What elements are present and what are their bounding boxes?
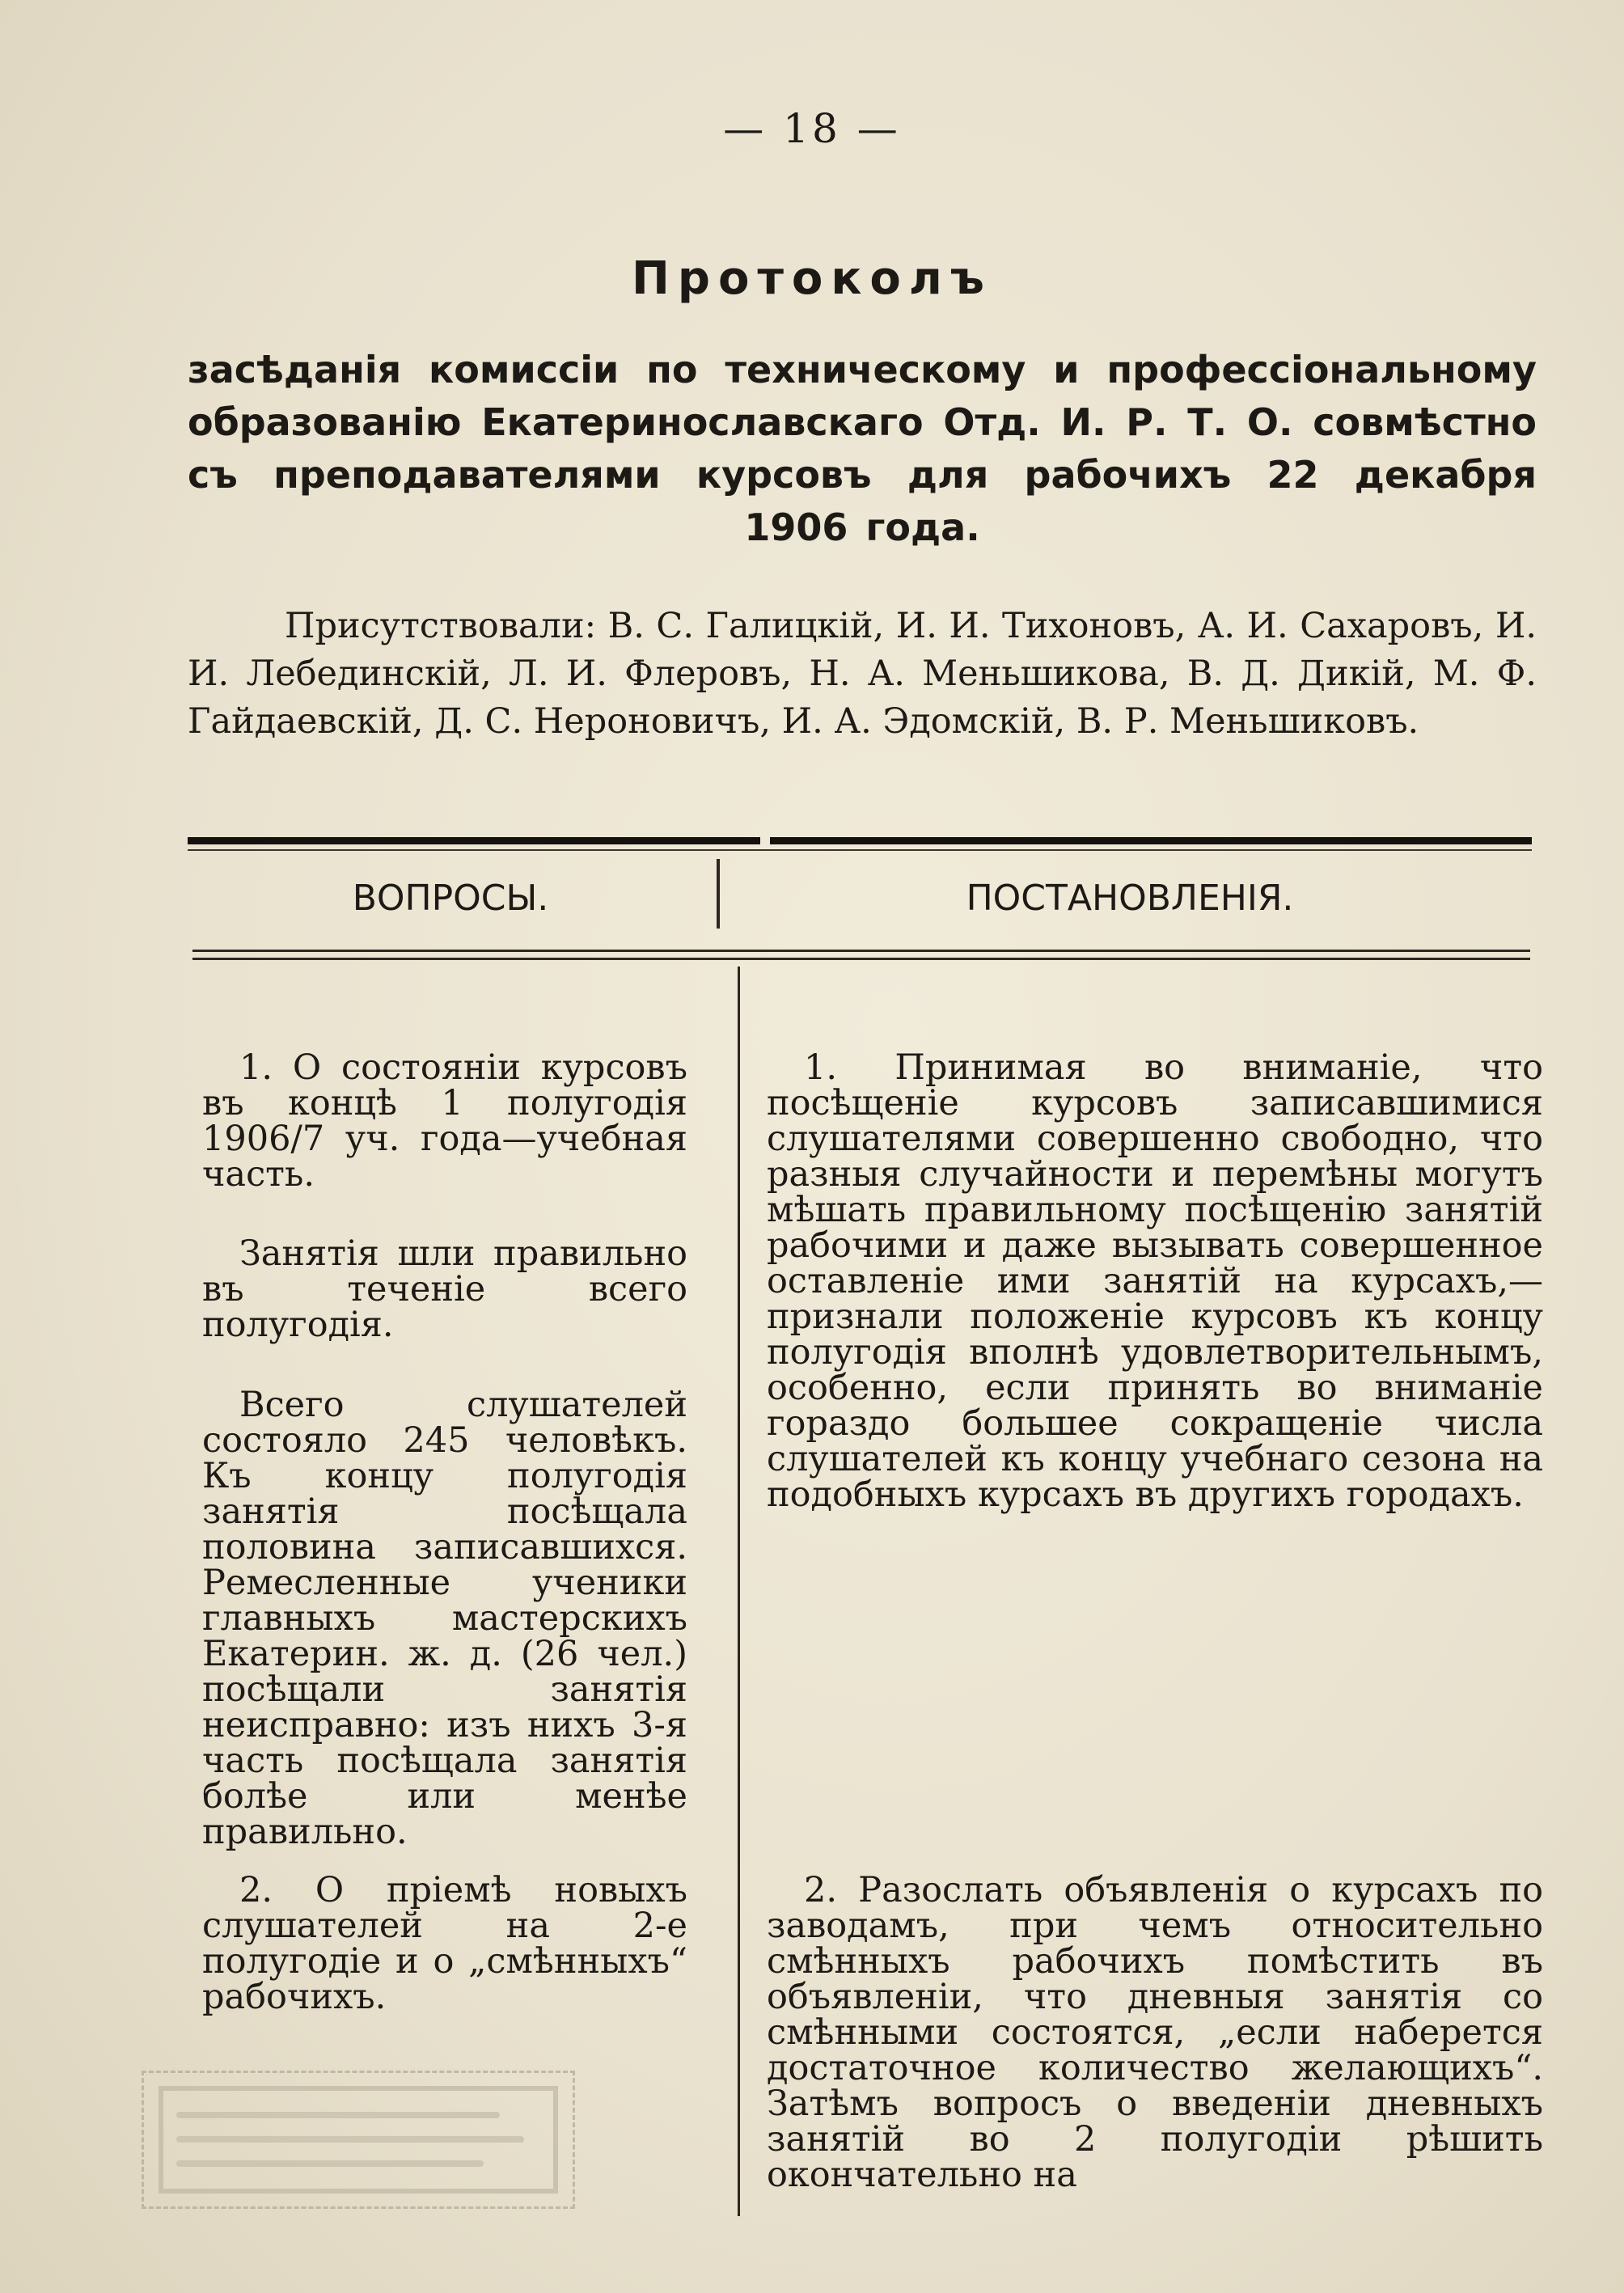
document-subtitle: засѣданія комиссіи по техническому и профессіональному образованію Екатеринославскаго Отд. И. Р. Т. О. совмѣстно съ преподавателями курсовъ для рабочихъ 22 декабря 1906 года. [188,348,1537,549]
library-stamp [142,2071,575,2209]
question-1-note: Занятія шли правильно въ теченіе всего полугодія. [202,1233,687,1345]
resolution-2: 2. Разослать объявленія о курсахъ по заводамъ, при чемъ относительно смѣнныхъ рабочихъ помѣстить въ объявленіи, что дневныя занятія со смѣнными состоятся, „если наберется достаточное количество желающихъ“. Затѣмъ вопросъ о введеніи дневныхъ занятій во 2 полугодіи рѣшить окончательно на [767,1870,1543,2195]
table-top-rule-left [188,837,760,844]
column-header-resolutions: ПОСТАНОВЛЕНІЯ. [966,878,1294,919]
body-column-divider [738,967,740,2216]
table-top-rule-right [770,837,1532,844]
page-number: — 18 — [723,105,901,152]
table-header-rule-second [192,958,1530,960]
table-top-thin-rule [188,849,1532,851]
document-title: Протоколъ [632,252,992,305]
question-1: 1. О состояніи курсовъ въ концѣ 1 полугодія 1906/7 уч. года—учебная часть. [202,1047,687,1195]
header-column-divider [717,859,720,929]
attendees-paragraph: Присутствовали: В. С. Галицкій, И. И. Тихоновъ, А. И. Сахаровъ, И. И. Лебединскій, Л. И. Флеровъ, Н. А. Меньшикова, В. Д. Дикій, М. Ф. Гайдаевскій, Д. С. Нероновичъ, И. А. Эдомскій, В. Р. Меньшиковъ. [188,606,1537,742]
resolution-1: 1. Принимая во вниманіе, что посѣщеніе курсовъ записавшимися слушателями совершенно свободно, что разныя случайности и перемѣны могутъ мѣшать правильному посѣщенію занятій рабочими и даже вызывать совершенное оставленіе ими занятій на курсахъ,— признали положеніе курсовъ къ концу полугодія вполнѣ удовлетворительнымъ, особенно, если принять во вниманіе гораздо большее сокращеніе числа слушателей къ концу учебнаго сезона на подобныхъ курсахъ въ другихъ городахъ. [767,1047,1543,1515]
question-2: 2. О пріемѣ новыхъ слушателей на 2-е полугодіе и о „смѣнныхъ“ рабочихъ. [202,1870,687,2017]
question-1-details: Всего слушателей состояло 245 человѣкъ. Къ концу полугодія занятія посѣщала половина записавшихся. Ремесленные ученики главныхъ мастерскихъ Екатерин. ж. д. (26 чел.) посѣщали занятія неисправно: изъ нихъ 3-я часть посѣщала занятія болѣе или менѣе правильно. [202,1385,687,1852]
column-header-questions: ВОПРОСЫ. [352,878,549,919]
table-header-rule [192,950,1530,952]
